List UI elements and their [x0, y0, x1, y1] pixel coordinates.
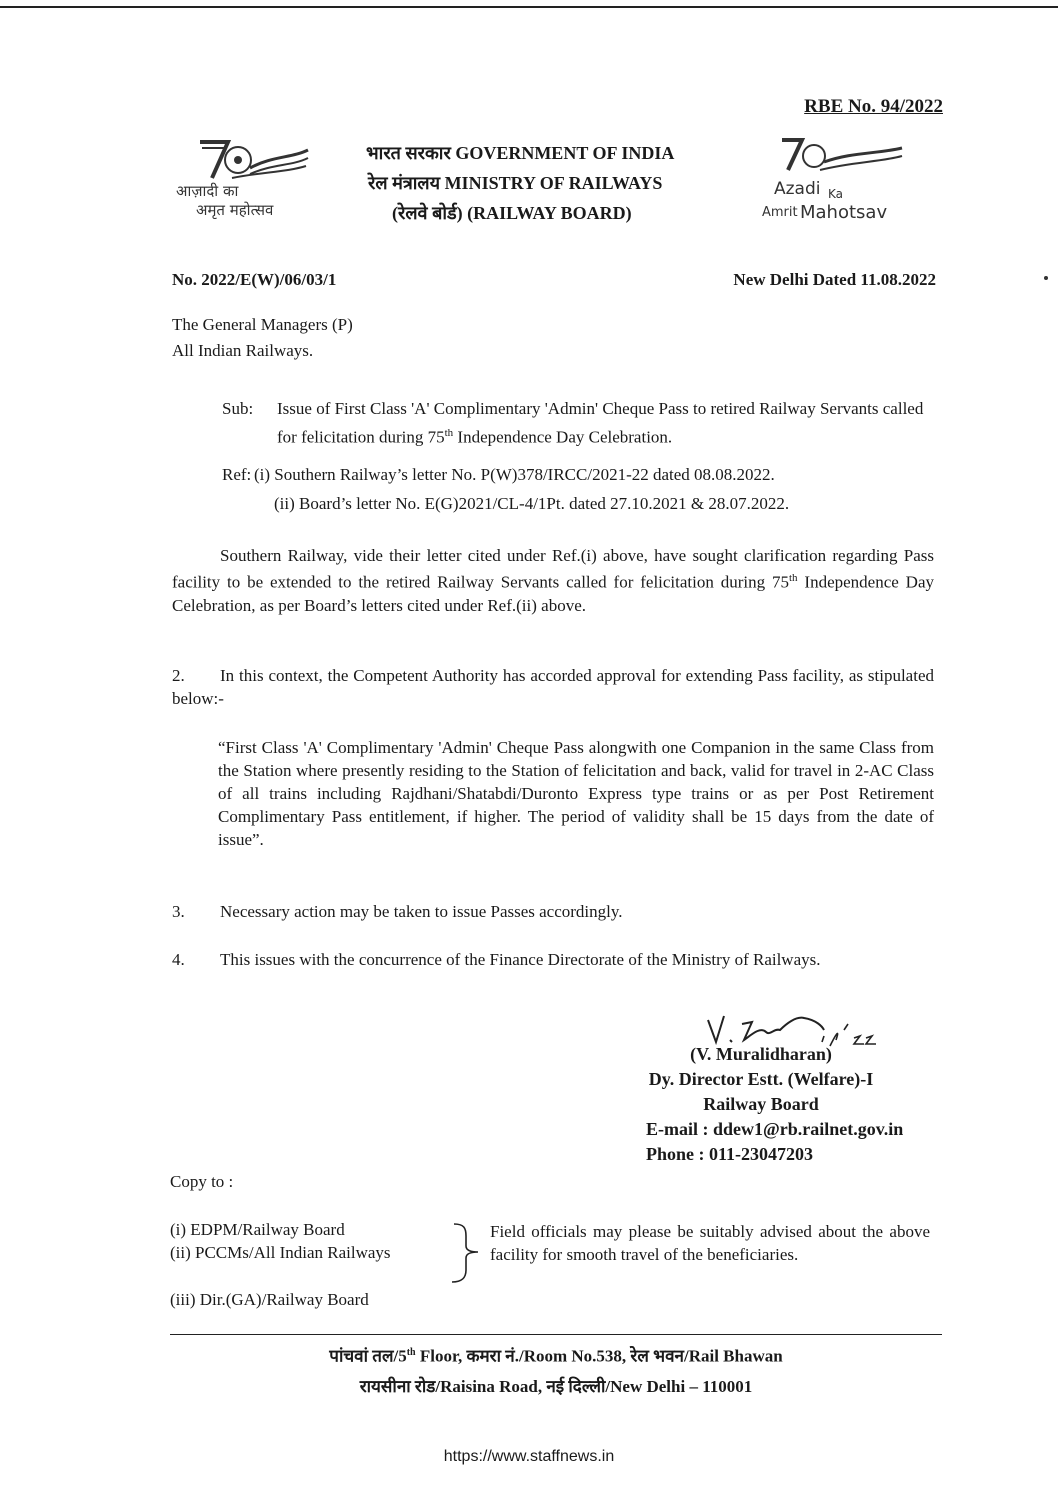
reference-label: Ref: [222, 465, 252, 484]
footer-divider [170, 1334, 942, 1335]
copy-to-label: Copy to : [170, 1172, 234, 1191]
logo-left-text-2: अमृत महोत्सव [196, 201, 274, 219]
reference-2: (ii) Board’s letter No. E(G)2021/CL-4/1Pt. dated 27.10.2021 & 28.07.2022. [274, 494, 790, 513]
signer-organization: Railway Board [703, 1094, 819, 1114]
reference-1: (i) Southern Railway’s letter No. P(W)378/IRCC/2021-22 dated 08.08.2022. [254, 465, 775, 484]
copy-recipient-3: (iii) Dir.(GA)/Railway Board [170, 1290, 369, 1309]
footer-address [170, 1338, 942, 1402]
letterhead [360, 138, 760, 228]
header-ministry: रेल मंत्रालय MINISTRY OF RAILWAYS [368, 173, 663, 193]
copy-recipient-2: (ii) PCCMs/All Indian Railways [170, 1243, 391, 1262]
circular-number: RBE No. 94/2022 [804, 96, 943, 117]
signer-phone: Phone : 011-23047203 [646, 1144, 814, 1164]
addressee-line-1: The General Managers (P) [172, 315, 353, 334]
signer-email: E-mail : ddew1@rb.railnet.gov.in [646, 1119, 904, 1139]
addressee [172, 312, 353, 364]
copy-list [170, 1218, 391, 1264]
paragraph-1: Southern Railway, vide their letter cited under Ref.(i) above, have sought clarification regarding Pass facility to be extended to the retired Railway Servants called for felicitation during 75th Independence Day Celebration, as per Board’s letters cited under Ref.(ii) above. [172, 546, 935, 615]
letter-number: No. 2022/E(W)/06/03/1 [172, 270, 337, 289]
paragraph-2: 2. In this context, the Competent Authority has accorded approval for extending Pass facility, as stipulated below:- [172, 666, 934, 708]
header-board: (रेलवे बोर्ड) (RAILWAY BOARD) [392, 203, 632, 223]
scan-speck [1044, 276, 1048, 280]
addressee-line-2: All Indian Railways. [172, 341, 314, 360]
letter-date: New Delhi Dated 11.08.2022 [733, 270, 936, 289]
copy-note: Field officials may please be suitably advised about the above facility for smooth travel of the beneficiaries. [490, 1222, 930, 1264]
logo-75-icon-right [782, 140, 902, 170]
logo-right-text-3: Amrit [762, 205, 798, 220]
approval-quote: “First Class 'A' Complimentary 'Admin' Cheque Pass alongwith one Companion in the same Class from the Station where presently residing to the Station of felicitation and back, valid for travel in 2-AC Class of all trains including Rajdhani/Shatabdi/Duronto Express type trains or as per Post Retirement Complimentary Pass entitlement, if higher. The period of validity shall be 15 days from the date of issue”. [218, 738, 934, 849]
paragraph-3: 3. Necessary action may be taken to issue Passes accordingly. [172, 902, 623, 921]
subject [222, 396, 938, 450]
website-watermark[interactable]: https://www.staffnews.in [443, 1448, 615, 1465]
header-government: भारत सरकार GOVERNMENT OF INDIA [366, 143, 675, 163]
logo-left-text-1: आज़ादी का [176, 182, 239, 200]
subject-label: Sub: [222, 399, 254, 418]
paragraph-4: 4. This issues with the concurrence of the Finance Directorate of the Ministry of Railways. [172, 950, 821, 969]
azadi-ka-amrit-mahotsav-english-logo [762, 136, 942, 222]
logo-right-text-2: Ka [828, 187, 844, 201]
right-brace-icon [448, 1220, 488, 1284]
copy-recipient-1: (i) EDPM/Railway Board [170, 1220, 345, 1239]
logo-right-text-1: Azadi [774, 179, 821, 199]
top-scan-border [0, 6, 1058, 8]
azadi-ka-amrit-mahotsav-hindi-logo [172, 138, 332, 220]
references [222, 460, 938, 518]
signer-name: (V. Muralidharan) [690, 1044, 832, 1064]
logo-right-text-4: Mahotsav [800, 202, 888, 222]
signature-block [580, 1042, 942, 1167]
signer-title: Dy. Director Estt. (Welfare)-I [648, 1069, 874, 1089]
footer-line-2: रायसीना रोड/Raisina Road, नई दिल्ली/New Delhi – 110001 [359, 1376, 753, 1396]
subject-text: Issue of First Class 'A' Complimentary 'Admin' Cheque Pass to retired Railway Servants called for felicitation during 75th Independence Day Celebration. [277, 399, 924, 447]
logo-75-icon [200, 142, 308, 178]
footer-line-1: पांचवां तल/5th Floor, कमरा नं./Room No.538, रेल भवन/Rail Bhawan [329, 1346, 783, 1366]
